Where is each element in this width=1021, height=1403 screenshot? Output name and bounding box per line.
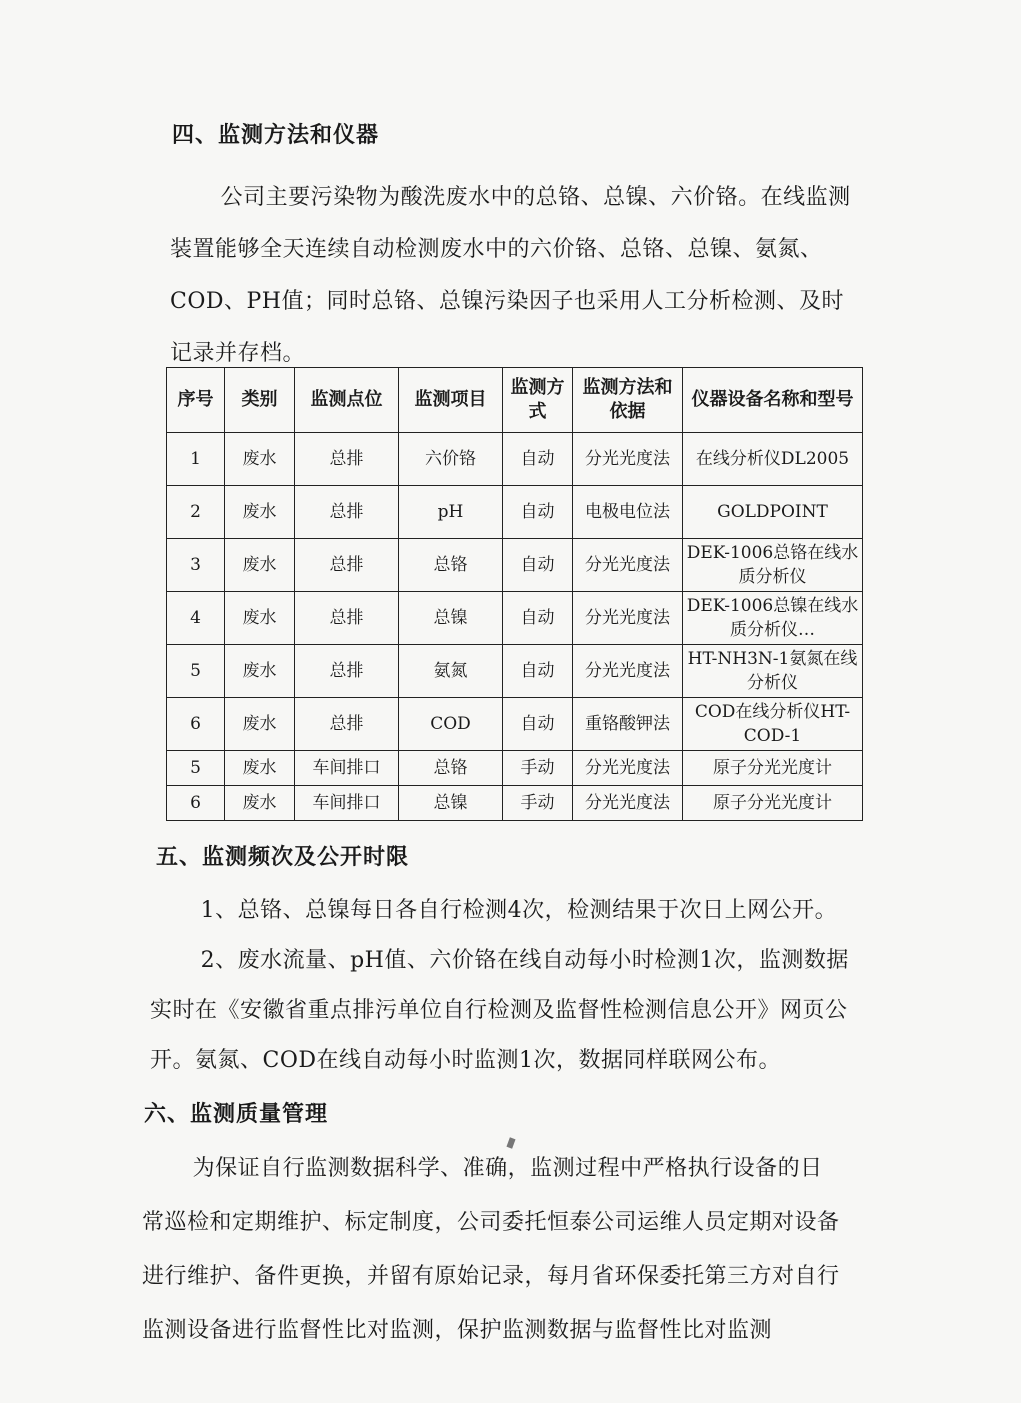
- table-header-row: [167, 368, 863, 433]
- table-row: [167, 751, 863, 786]
- section-5-item-1: 1、总铬、总镍每日各自行检测4次，检测结果于次日上网公开。: [200, 898, 838, 923]
- section-5-item-2: 2、废水流量、pH值、六价铬在线自动每小时检测1次，监测数据实时在《安徽省重点排污单位自行检测及监督性检测信息公开》网页公开。氨氮、COD在线自动每小时监测1次，数据同样联网公布。: [150, 948, 849, 1073]
- header-cell: 类别: [225, 368, 295, 433]
- section-6-paragraph: 为保证自行监测数据科学、准确，监测过程中严格执行设备的日常巡检和定期维护、标定制度，公司委托恒泰公司运维人员定期对设备进行维护、备件更换，并留有原始记录，每月省环保委托第三方对自行监测设备进行监督性比对监测，保护监测数据与监督性比对监测: [142, 1156, 840, 1343]
- table-cell: 总铬: [399, 539, 503, 592]
- table-cell: 分光光度法: [573, 751, 683, 786]
- section-6-title: 六、监测质量管理: [144, 1101, 329, 1127]
- table-cell: 分光光度法: [573, 786, 683, 821]
- header-cell: 仪器设备名称和型号: [683, 368, 863, 433]
- table-cell: 氨氮: [399, 645, 503, 698]
- table-cell: 废水: [225, 433, 295, 486]
- table-cell: 4: [167, 592, 225, 645]
- table-cell: 分光光度法: [573, 433, 683, 486]
- table-cell: 总铬: [399, 751, 503, 786]
- table-cell: 重铬酸钾法: [573, 698, 683, 751]
- section-5-paragraph-block: [150, 886, 850, 1086]
- table-cell: 废水: [225, 751, 295, 786]
- table-row: [167, 539, 863, 592]
- table-cell: 6: [167, 698, 225, 751]
- table-cell: 自动: [503, 539, 573, 592]
- table-row: [167, 592, 863, 645]
- table-cell: 分光光度法: [573, 645, 683, 698]
- header-cell: 监测方式: [503, 368, 573, 433]
- table-cell: 1: [167, 433, 225, 486]
- table-cell: 手动: [503, 751, 573, 786]
- table-cell: 废水: [225, 486, 295, 539]
- table-cell: 在线分析仪DL2005: [683, 433, 863, 486]
- header-cell: 监测方法和依据: [573, 368, 683, 433]
- section-6-paragraph-block: [142, 1142, 842, 1358]
- table-cell: 总排: [295, 433, 399, 486]
- section-4-paragraph-block: [170, 172, 864, 380]
- table-cell: 总排: [295, 592, 399, 645]
- section-4-paragraph: 公司主要污染物为酸洗废水中的总铬、总镍、六价铬。在线监测装置能够全天连续自动检测废水中的六价铬、总铬、总镍、氨氮、COD、PH值；同时总铬、总镍污染因子也采用人工分析检测、及时记录并存档。: [170, 185, 851, 366]
- section-5-title: 五、监测频次及公开时限: [156, 844, 410, 870]
- table-cell: 5: [167, 751, 225, 786]
- table-cell: 5: [167, 645, 225, 698]
- table-cell: 自动: [503, 592, 573, 645]
- table-cell: 废水: [225, 645, 295, 698]
- header-cell: 监测项目: [399, 368, 503, 433]
- table-cell: 自动: [503, 645, 573, 698]
- table-cell: 总镍: [399, 592, 503, 645]
- table-cell: pH: [399, 486, 503, 539]
- header-cell: 监测点位: [295, 368, 399, 433]
- table-cell: COD在线分析仪HT-COD-1: [683, 698, 863, 751]
- table-cell: 总排: [295, 539, 399, 592]
- table-cell: GOLDPOINT: [683, 486, 863, 539]
- table-cell: 总排: [295, 698, 399, 751]
- table-cell: 2: [167, 486, 225, 539]
- table-cell: 手动: [503, 786, 573, 821]
- table-cell: DEK-1006总铬在线水质分析仪: [683, 539, 863, 592]
- table-row: [167, 786, 863, 821]
- table-cell: HT-NH3N-1氨氮在线分析仪: [683, 645, 863, 698]
- header-cell: 序号: [167, 368, 225, 433]
- monitoring-table: [166, 367, 863, 821]
- table-cell: 分光光度法: [573, 539, 683, 592]
- table-cell: 原子分光光度计: [683, 751, 863, 786]
- table-cell: 自动: [503, 486, 573, 539]
- table-cell: 总排: [295, 645, 399, 698]
- table-cell: 总镍: [399, 786, 503, 821]
- table-cell: 3: [167, 539, 225, 592]
- table-cell: DEK-1006总镍在线水质分析仪…: [683, 592, 863, 645]
- table-cell: 电极电位法: [573, 486, 683, 539]
- table-cell: 原子分光光度计: [683, 786, 863, 821]
- table-row: [167, 645, 863, 698]
- table-cell: 自动: [503, 433, 573, 486]
- table-cell: 总排: [295, 486, 399, 539]
- table-cell: COD: [399, 698, 503, 751]
- table-cell: 分光光度法: [573, 592, 683, 645]
- table-row: [167, 433, 863, 486]
- table-cell: 6: [167, 786, 225, 821]
- table-cell: 废水: [225, 592, 295, 645]
- table-cell: 车间排口: [295, 751, 399, 786]
- section-4-title: 四、监测方法和仪器: [172, 122, 380, 148]
- table-cell: 废水: [225, 539, 295, 592]
- table-cell: 六价铬: [399, 433, 503, 486]
- table-cell: 废水: [225, 698, 295, 751]
- table-row: [167, 698, 863, 751]
- table-cell: 废水: [225, 786, 295, 821]
- table-row: [167, 486, 863, 539]
- table-cell: 自动: [503, 698, 573, 751]
- table-cell: 车间排口: [295, 786, 399, 821]
